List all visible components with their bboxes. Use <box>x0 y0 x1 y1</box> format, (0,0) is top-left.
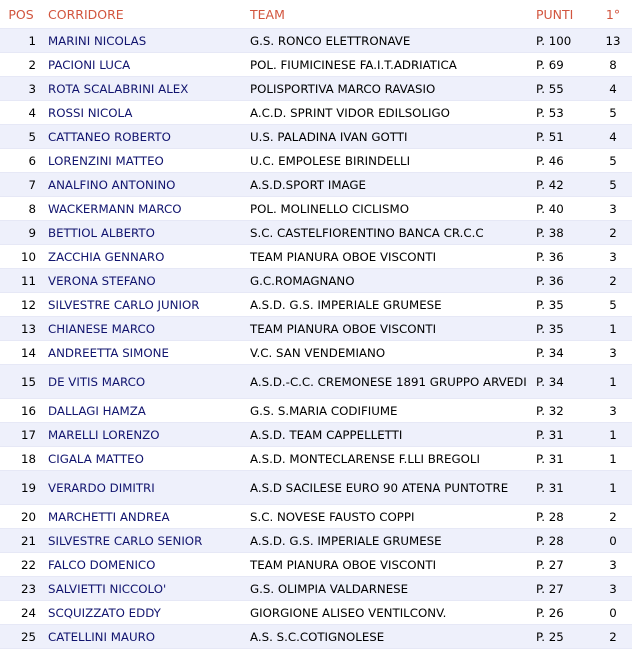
rider-name-cell: FALCO DOMENICO <box>42 553 244 577</box>
team-name-cell: POL. FIUMICINESE FA.I.T.ADRIATICA <box>244 53 530 77</box>
position-cell: 5 <box>0 125 42 149</box>
points-cell: P. 36 <box>530 245 594 269</box>
team-name-cell: A.S.D.-C.C. CREMONESE 1891 GRUPPO ARVEDI <box>244 365 530 399</box>
table-row <box>0 149 632 173</box>
first-places-cell: 3 <box>594 341 632 365</box>
first-places-cell: 3 <box>594 197 632 221</box>
points-cell: P. 31 <box>530 447 594 471</box>
table-row <box>0 221 632 245</box>
rider-name-cell: SALVIETTI NICCOLO' <box>42 577 244 601</box>
position-cell: 14 <box>0 341 42 365</box>
points-cell: P. 35 <box>530 317 594 341</box>
table-row <box>0 601 632 625</box>
position-cell: 22 <box>0 553 42 577</box>
table-row <box>0 173 632 197</box>
points-cell: P. 31 <box>530 471 594 505</box>
first-places-cell: 4 <box>594 77 632 101</box>
rider-name-cell: ANDREETTA SIMONE <box>42 341 244 365</box>
points-cell: P. 51 <box>530 125 594 149</box>
table-row <box>0 553 632 577</box>
rider-name-cell: ANALFINO ANTONINO <box>42 173 244 197</box>
position-cell: 20 <box>0 505 42 529</box>
team-name-cell: V.C. SAN VENDEMIANO <box>244 341 530 365</box>
first-places-cell: 5 <box>594 101 632 125</box>
first-places-cell: 3 <box>594 399 632 423</box>
first-places-cell: 3 <box>594 553 632 577</box>
table-row <box>0 529 632 553</box>
first-places-cell: 2 <box>594 221 632 245</box>
rider-name-cell: MARCHETTI ANDREA <box>42 505 244 529</box>
first-places-cell: 5 <box>594 173 632 197</box>
ranking-rows <box>0 29 632 649</box>
position-cell: 4 <box>0 101 42 125</box>
first-places-cell: 4 <box>594 125 632 149</box>
position-cell: 12 <box>0 293 42 317</box>
points-cell: P. 53 <box>530 101 594 125</box>
rider-name-cell: SILVESTRE CARLO SENIOR <box>42 529 244 553</box>
team-name-cell: A.S.D.SPORT IMAGE <box>244 173 530 197</box>
table-row <box>0 471 632 505</box>
team-name-cell: A.S.D SACILESE EURO 90 ATENA PUNTOTRE <box>244 471 530 505</box>
first-places-cell: 2 <box>594 625 632 649</box>
team-name-cell: A.S. S.C.COTIGNOLESE <box>244 625 530 649</box>
first-places-cell: 2 <box>594 505 632 529</box>
rider-name-cell: ZACCHIA GENNARO <box>42 245 244 269</box>
table-row <box>0 577 632 601</box>
table-row <box>0 505 632 529</box>
table-row <box>0 423 632 447</box>
first-places-cell: 5 <box>594 293 632 317</box>
first-places-cell: 1 <box>594 317 632 341</box>
team-name-cell: A.S.D. TEAM CAPPELLETTI <box>244 423 530 447</box>
rider-name-cell: VERARDO DIMITRI <box>42 471 244 505</box>
first-places-cell: 2 <box>594 269 632 293</box>
position-cell: 16 <box>0 399 42 423</box>
header-rider: CORRIDORE <box>48 6 124 22</box>
team-name-cell: A.S.D. G.S. IMPERIALE GRUMESE <box>244 529 530 553</box>
table-row <box>0 101 632 125</box>
position-cell: 15 <box>0 365 42 399</box>
first-places-cell: 1 <box>594 365 632 399</box>
team-name-cell: A.S.D. MONTECLARENSE F.LLI BREGOLI <box>244 447 530 471</box>
first-places-cell: 8 <box>594 53 632 77</box>
points-cell: P. 27 <box>530 553 594 577</box>
header-row <box>0 0 632 29</box>
table-row <box>0 317 632 341</box>
rider-name-cell: CHIANESE MARCO <box>42 317 244 341</box>
header-first-places: 1° <box>605 6 621 22</box>
position-cell: 13 <box>0 317 42 341</box>
position-cell: 1 <box>0 29 42 53</box>
rider-name-cell: MARELLI LORENZO <box>42 423 244 447</box>
position-cell: 7 <box>0 173 42 197</box>
rider-name-cell: MARINI NICOLAS <box>42 29 244 53</box>
points-cell: P. 100 <box>530 29 594 53</box>
team-name-cell: G.S. OLIMPIA VALDARNESE <box>244 577 530 601</box>
table-row <box>0 245 632 269</box>
team-name-cell: POL. MOLINELLO CICLISMO <box>244 197 530 221</box>
rider-name-cell: PACIONI LUCA <box>42 53 244 77</box>
position-cell: 2 <box>0 53 42 77</box>
table-row <box>0 29 632 53</box>
rider-name-cell: CATTANEO ROBERTO <box>42 125 244 149</box>
table-row <box>0 293 632 317</box>
position-cell: 8 <box>0 197 42 221</box>
table-row <box>0 197 632 221</box>
points-cell: P. 32 <box>530 399 594 423</box>
header-points: PUNTI <box>536 6 574 22</box>
first-places-cell: 1 <box>594 447 632 471</box>
position-cell: 11 <box>0 269 42 293</box>
first-places-cell: 3 <box>594 577 632 601</box>
position-cell: 23 <box>0 577 42 601</box>
team-name-cell: A.C.D. SPRINT VIDOR EDILSOLIGO <box>244 101 530 125</box>
rider-name-cell: CIGALA MATTEO <box>42 447 244 471</box>
team-name-cell: G.S. S.MARIA CODIFIUME <box>244 399 530 423</box>
rider-name-cell: LORENZINI MATTEO <box>42 149 244 173</box>
team-name-cell: G.S. RONCO ELETTRONAVE <box>244 29 530 53</box>
team-name-cell: S.C. NOVESE FAUSTO COPPI <box>244 505 530 529</box>
points-cell: P. 42 <box>530 173 594 197</box>
position-cell: 25 <box>0 625 42 649</box>
table-row <box>0 77 632 101</box>
table-row <box>0 125 632 149</box>
team-name-cell: POLISPORTIVA MARCO RAVASIO <box>244 77 530 101</box>
table-row <box>0 447 632 471</box>
position-cell: 10 <box>0 245 42 269</box>
rider-name-cell: DALLAGI HAMZA <box>42 399 244 423</box>
first-places-cell: 5 <box>594 149 632 173</box>
position-cell: 21 <box>0 529 42 553</box>
rider-name-cell: VERONA STEFANO <box>42 269 244 293</box>
table-row <box>0 53 632 77</box>
team-name-cell: TEAM PIANURA OBOE VISCONTI <box>244 317 530 341</box>
first-places-cell: 1 <box>594 423 632 447</box>
position-cell: 19 <box>0 471 42 505</box>
points-cell: P. 38 <box>530 221 594 245</box>
rider-name-cell: ROSSI NICOLA <box>42 101 244 125</box>
rider-name-cell: DE VITIS MARCO <box>42 365 244 399</box>
points-cell: P. 69 <box>530 53 594 77</box>
rider-name-cell: WACKERMANN MARCO <box>42 197 244 221</box>
team-name-cell: U.S. PALADINA IVAN GOTTI <box>244 125 530 149</box>
team-name-cell: S.C. CASTELFIORENTINO BANCA CR.C.C <box>244 221 530 245</box>
rider-name-cell: SILVESTRE CARLO JUNIOR <box>42 293 244 317</box>
table-row <box>0 625 632 649</box>
table-row <box>0 365 632 399</box>
first-places-cell: 1 <box>594 471 632 505</box>
points-cell: P. 28 <box>530 505 594 529</box>
points-cell: P. 46 <box>530 149 594 173</box>
team-name-cell: TEAM PIANURA OBOE VISCONTI <box>244 245 530 269</box>
position-cell: 9 <box>0 221 42 245</box>
points-cell: P. 36 <box>530 269 594 293</box>
header-team: TEAM <box>250 6 285 22</box>
rider-name-cell: SCQUIZZATO EDDY <box>42 601 244 625</box>
position-cell: 18 <box>0 447 42 471</box>
team-name-cell: TEAM PIANURA OBOE VISCONTI <box>244 553 530 577</box>
first-places-cell: 0 <box>594 529 632 553</box>
points-cell: P. 27 <box>530 577 594 601</box>
points-cell: P. 35 <box>530 293 594 317</box>
first-places-cell: 13 <box>594 29 632 53</box>
first-places-cell: 3 <box>594 245 632 269</box>
table-row <box>0 399 632 423</box>
table-row <box>0 269 632 293</box>
points-cell: P. 34 <box>530 365 594 399</box>
position-cell: 6 <box>0 149 42 173</box>
table-row <box>0 341 632 365</box>
position-cell: 3 <box>0 77 42 101</box>
rider-name-cell: ROTA SCALABRINI ALEX <box>42 77 244 101</box>
team-name-cell: A.S.D. G.S. IMPERIALE GRUMESE <box>244 293 530 317</box>
points-cell: P. 34 <box>530 341 594 365</box>
team-name-cell: U.C. EMPOLESE BIRINDELLI <box>244 149 530 173</box>
points-cell: P. 40 <box>530 197 594 221</box>
points-cell: P. 55 <box>530 77 594 101</box>
header-pos: POS <box>8 6 34 22</box>
first-places-cell: 0 <box>594 601 632 625</box>
points-cell: P. 28 <box>530 529 594 553</box>
points-cell: P. 31 <box>530 423 594 447</box>
team-name-cell: G.C.ROMAGNANO <box>244 269 530 293</box>
rider-name-cell: BETTIOL ALBERTO <box>42 221 244 245</box>
points-cell: P. 25 <box>530 625 594 649</box>
position-cell: 17 <box>0 423 42 447</box>
team-name-cell: GIORGIONE ALISEO VENTILCONV. <box>244 601 530 625</box>
rider-name-cell: CATELLINI MAURO <box>42 625 244 649</box>
position-cell: 24 <box>0 601 42 625</box>
points-cell: P. 26 <box>530 601 594 625</box>
